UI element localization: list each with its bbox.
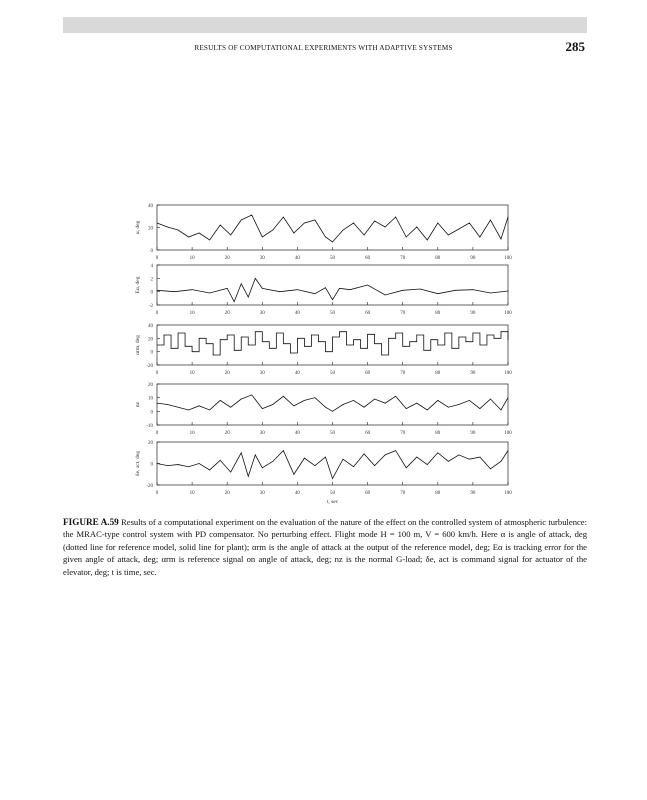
data-point bbox=[157, 345, 158, 346]
data-point bbox=[451, 348, 452, 349]
y-tick-label: 4 bbox=[150, 264, 153, 269]
data-point bbox=[395, 217, 396, 218]
data-point bbox=[174, 291, 175, 292]
data-point bbox=[230, 472, 231, 473]
x-tick-label: 100 bbox=[504, 491, 512, 496]
data-point bbox=[501, 410, 502, 411]
data-point bbox=[406, 237, 407, 238]
data-point bbox=[480, 457, 481, 458]
x-tick-label: 50 bbox=[330, 256, 335, 261]
x-tick-label: 60 bbox=[365, 431, 371, 436]
data-point bbox=[395, 450, 396, 451]
data-point bbox=[385, 455, 386, 456]
data-point bbox=[315, 397, 316, 398]
x-tick-label: 60 bbox=[365, 311, 371, 316]
x-tick-label: 60 bbox=[365, 256, 371, 261]
data-point bbox=[364, 407, 365, 408]
x-tick-label: 70 bbox=[400, 491, 406, 496]
plot-frame bbox=[157, 384, 508, 425]
data-point bbox=[367, 285, 368, 286]
x-tick-label: 40 bbox=[294, 256, 300, 261]
data-point bbox=[251, 215, 252, 216]
data-point bbox=[220, 339, 221, 340]
data-point bbox=[234, 301, 235, 302]
data-point bbox=[437, 345, 438, 346]
data-point bbox=[280, 291, 281, 292]
y-tick-label: 10 bbox=[148, 396, 153, 402]
data-point bbox=[466, 341, 467, 342]
data-point bbox=[209, 293, 210, 294]
data-point bbox=[206, 343, 207, 344]
x-tick-label: 30 bbox=[259, 311, 265, 316]
data-point bbox=[294, 233, 295, 234]
data-point bbox=[473, 333, 474, 334]
data-point bbox=[241, 452, 242, 453]
x-tick-label: 0 bbox=[155, 256, 159, 261]
data-point bbox=[437, 293, 438, 294]
data-point bbox=[343, 230, 344, 231]
x-tick-label: 70 bbox=[400, 371, 406, 376]
data-point bbox=[315, 220, 316, 221]
y-tick-label: 20 bbox=[148, 441, 153, 446]
x-tick-label: 10 bbox=[189, 371, 195, 376]
data-point bbox=[508, 217, 509, 218]
data-point bbox=[501, 331, 502, 332]
x-tick-label: 70 bbox=[400, 256, 406, 261]
x-tick-label: 80 bbox=[435, 311, 441, 316]
data-point bbox=[262, 237, 263, 238]
x-tick-label: 100 bbox=[504, 311, 512, 316]
x-tick-label: 40 bbox=[294, 431, 300, 436]
data-point bbox=[494, 338, 495, 339]
data-point bbox=[444, 333, 445, 334]
data-point bbox=[332, 242, 333, 243]
x-tick-label: 90 bbox=[470, 256, 476, 261]
plot-frame bbox=[157, 205, 508, 250]
data-point bbox=[360, 348, 361, 349]
x-tick-label: 0 bbox=[155, 311, 159, 316]
data-point bbox=[353, 400, 354, 401]
y-tick-label: 0 bbox=[150, 249, 153, 254]
data-point bbox=[339, 288, 340, 289]
data-point bbox=[178, 407, 179, 408]
x-tick-label: 80 bbox=[435, 431, 441, 436]
data-point bbox=[343, 404, 344, 405]
data-point bbox=[167, 404, 168, 405]
data-point bbox=[423, 350, 424, 351]
data-point bbox=[315, 465, 316, 466]
data-point bbox=[157, 290, 158, 291]
data-point bbox=[272, 230, 273, 231]
data-point bbox=[318, 341, 319, 342]
x-tick-label: 50 bbox=[330, 431, 335, 436]
series-line bbox=[157, 332, 508, 355]
y-tick-label: 20 bbox=[148, 226, 153, 232]
x-tick-label: 50 bbox=[330, 311, 335, 316]
data-point bbox=[304, 223, 305, 224]
data-point bbox=[374, 221, 375, 222]
data-point bbox=[455, 290, 456, 291]
data-point bbox=[167, 465, 168, 466]
data-point bbox=[283, 217, 284, 218]
y-tick-label: 0 bbox=[150, 350, 153, 356]
data-point bbox=[350, 289, 351, 290]
data-point bbox=[430, 339, 431, 340]
data-point bbox=[325, 457, 326, 458]
x-tick-label: 80 bbox=[435, 256, 441, 261]
data-point bbox=[374, 465, 375, 466]
y-tick-label: 0 bbox=[150, 290, 153, 296]
x-tick-label: 90 bbox=[470, 431, 476, 436]
data-point bbox=[192, 351, 193, 352]
data-point bbox=[209, 470, 210, 471]
data-point bbox=[353, 223, 354, 224]
data-point bbox=[501, 461, 502, 462]
data-point bbox=[508, 397, 509, 398]
y-tick-label: -20 bbox=[146, 484, 153, 489]
data-point bbox=[437, 223, 438, 224]
data-point bbox=[406, 467, 407, 468]
data-point bbox=[276, 333, 277, 334]
data-point bbox=[469, 400, 470, 401]
data-point bbox=[420, 289, 421, 290]
y-tick-label: 2 bbox=[150, 277, 153, 283]
figure-caption bbox=[63, 516, 587, 578]
data-point bbox=[480, 345, 481, 346]
x-tick-label: 70 bbox=[400, 311, 406, 316]
data-point bbox=[227, 288, 228, 289]
data-point bbox=[416, 335, 417, 336]
page-number: 285 bbox=[565, 39, 585, 54]
data-point bbox=[283, 396, 284, 397]
data-point bbox=[157, 403, 158, 404]
data-point bbox=[213, 355, 214, 356]
data-point bbox=[406, 408, 407, 409]
y-axis-label: α, deg bbox=[135, 220, 141, 235]
series-line bbox=[157, 215, 508, 242]
data-point bbox=[480, 408, 481, 409]
data-point bbox=[199, 233, 200, 234]
data-point bbox=[188, 237, 189, 238]
data-point bbox=[178, 464, 179, 465]
x-tick-label: 30 bbox=[259, 256, 265, 261]
x-tick-label: 70 bbox=[400, 431, 406, 436]
data-point bbox=[459, 229, 460, 230]
x-tick-label: 90 bbox=[470, 371, 476, 376]
data-point bbox=[325, 407, 326, 408]
data-point bbox=[157, 223, 158, 224]
data-point bbox=[427, 410, 428, 411]
data-point bbox=[167, 227, 168, 228]
data-point bbox=[325, 237, 326, 238]
data-point bbox=[227, 335, 228, 336]
x-tick-label: 90 bbox=[470, 311, 476, 316]
data-point bbox=[402, 290, 403, 291]
data-point bbox=[427, 240, 428, 241]
data-point bbox=[459, 404, 460, 405]
data-point bbox=[490, 399, 491, 400]
x-tick-label: 60 bbox=[365, 491, 371, 496]
x-tick-label: 40 bbox=[294, 371, 300, 376]
data-point bbox=[508, 291, 509, 292]
data-point bbox=[385, 295, 386, 296]
x-tick-label: 40 bbox=[294, 491, 300, 496]
data-point bbox=[230, 407, 231, 408]
data-point bbox=[416, 403, 417, 404]
x-tick-label: 50 bbox=[330, 371, 335, 376]
data-point bbox=[459, 455, 460, 456]
x-tick-label: 100 bbox=[504, 431, 512, 436]
x-tick-label: 10 bbox=[189, 491, 195, 496]
data-point bbox=[459, 337, 460, 338]
data-point bbox=[480, 237, 481, 238]
data-point bbox=[448, 235, 449, 236]
data-point bbox=[490, 469, 491, 470]
data-point bbox=[332, 411, 333, 412]
x-tick-label: 0 bbox=[155, 371, 159, 376]
x-tick-label: 10 bbox=[189, 256, 195, 261]
y-tick-label: 20 bbox=[148, 337, 153, 343]
data-point bbox=[283, 450, 284, 451]
data-point bbox=[490, 220, 491, 221]
y-tick-label: 0 bbox=[150, 462, 153, 468]
x-tick-label: 20 bbox=[224, 256, 230, 261]
data-point bbox=[381, 355, 382, 356]
data-point bbox=[416, 457, 417, 458]
data-point bbox=[248, 297, 249, 298]
data-point bbox=[437, 400, 438, 401]
data-point bbox=[199, 406, 200, 407]
data-point bbox=[339, 331, 340, 332]
data-point bbox=[332, 337, 333, 338]
y-tick-label: -10 bbox=[146, 424, 153, 429]
data-point bbox=[230, 235, 231, 236]
data-point bbox=[209, 240, 210, 241]
data-point bbox=[294, 406, 295, 407]
data-point bbox=[294, 474, 295, 475]
y-axis-label: Eα, deg bbox=[135, 276, 141, 294]
x-tick-label: 80 bbox=[435, 491, 441, 496]
x-tick-label: 100 bbox=[504, 371, 512, 376]
data-point bbox=[241, 399, 242, 400]
series-line bbox=[157, 395, 508, 411]
x-tick-label: 80 bbox=[435, 371, 441, 376]
data-point bbox=[325, 351, 326, 352]
data-point bbox=[332, 478, 333, 479]
data-point bbox=[346, 345, 347, 346]
data-point bbox=[448, 461, 449, 462]
data-point bbox=[409, 341, 410, 342]
x-tick-label: 20 bbox=[224, 311, 230, 316]
data-point bbox=[315, 293, 316, 294]
series-line bbox=[157, 451, 508, 479]
data-point bbox=[385, 403, 386, 404]
data-point bbox=[501, 239, 502, 240]
data-point bbox=[188, 466, 189, 467]
data-point bbox=[325, 287, 326, 288]
data-point bbox=[367, 334, 368, 335]
data-point bbox=[255, 455, 256, 456]
x-tick-label: 30 bbox=[259, 491, 265, 496]
data-point bbox=[262, 467, 263, 468]
x-tick-label: 20 bbox=[224, 371, 230, 376]
x-tick-label: 10 bbox=[189, 431, 195, 436]
data-point bbox=[311, 335, 312, 336]
data-point bbox=[248, 476, 249, 477]
data-point bbox=[290, 353, 291, 354]
data-point bbox=[304, 458, 305, 459]
data-point bbox=[402, 346, 403, 347]
data-point bbox=[385, 227, 386, 228]
data-point bbox=[262, 341, 263, 342]
data-point bbox=[448, 407, 449, 408]
data-point bbox=[241, 220, 242, 221]
data-point bbox=[220, 460, 221, 461]
data-point bbox=[388, 338, 389, 339]
data-point bbox=[188, 410, 189, 411]
data-point bbox=[251, 395, 252, 396]
data-point bbox=[157, 463, 158, 464]
data-point bbox=[262, 288, 263, 289]
x-axis-label: t, sec bbox=[326, 499, 339, 505]
data-point bbox=[269, 348, 270, 349]
data-point bbox=[241, 283, 242, 284]
data-point bbox=[395, 333, 396, 334]
data-point bbox=[374, 399, 375, 400]
data-point bbox=[255, 278, 256, 279]
data-point bbox=[427, 464, 428, 465]
running-head: RESULTS OF COMPUTATIONAL EXPERIMENTS WITH ADAPTIVE SYSTEMS bbox=[194, 44, 453, 52]
y-axis-label: αrm, deg bbox=[135, 335, 141, 355]
data-point bbox=[473, 289, 474, 290]
data-point bbox=[487, 335, 488, 336]
data-point bbox=[220, 400, 221, 401]
figure-caption-text: Results of a computational experiment on the evaluation of the nature of the effect on the controlled system of atmospheric turbulence: the MRAC-type control system with PD compensator. No perturbing effect. Flight mode H = 100 m, V = 600 km/h. Here α is angle of attack, deg (dotted line for reference model, solid line for plant); αrm is the angle of attack at the output of the reference model, deg; Eα is tracking error for the given angle of attack, deg; αrm is reference signal on angle of attack, deg; nz is the normal G-load; δe, act is command signal for actuator of the elevator, deg; t is time, sec. bbox=[63, 517, 588, 577]
x-tick-label: 20 bbox=[224, 431, 230, 436]
y-axis-label: δe, act, deg bbox=[135, 451, 141, 476]
x-tick-label: 10 bbox=[189, 311, 195, 316]
data-point bbox=[469, 459, 470, 460]
x-tick-label: 100 bbox=[504, 256, 512, 261]
x-tick-label: 0 bbox=[155, 431, 159, 436]
data-point bbox=[297, 289, 298, 290]
data-point bbox=[262, 408, 263, 409]
data-point bbox=[297, 338, 298, 339]
y-tick-label: -20 bbox=[146, 364, 153, 369]
data-point bbox=[220, 225, 221, 226]
x-tick-label: 40 bbox=[294, 311, 300, 316]
x-tick-label: 90 bbox=[470, 491, 476, 496]
data-point bbox=[364, 235, 365, 236]
data-point bbox=[283, 343, 284, 344]
data-point bbox=[164, 335, 165, 336]
data-point bbox=[272, 404, 273, 405]
data-point bbox=[469, 223, 470, 224]
data-point bbox=[199, 338, 200, 339]
data-point bbox=[395, 396, 396, 397]
data-point bbox=[508, 339, 509, 340]
y-tick-label: -2 bbox=[148, 304, 153, 309]
data-point bbox=[490, 293, 491, 294]
data-point bbox=[178, 230, 179, 231]
data-point bbox=[272, 461, 273, 462]
y-tick-label: 0 bbox=[150, 410, 153, 416]
data-point bbox=[185, 346, 186, 347]
y-tick-label: 20 bbox=[148, 383, 153, 388]
data-point bbox=[178, 333, 179, 334]
x-tick-label: 0 bbox=[155, 491, 159, 496]
data-point bbox=[248, 345, 249, 346]
data-point bbox=[353, 466, 354, 467]
x-tick-label: 30 bbox=[259, 371, 265, 376]
data-point bbox=[374, 343, 375, 344]
figure-label: FIGURE A.59 bbox=[63, 517, 119, 527]
data-point bbox=[192, 289, 193, 290]
x-tick-label: 50 bbox=[330, 491, 335, 496]
data-point bbox=[209, 410, 210, 411]
data-point bbox=[416, 227, 417, 228]
data-point bbox=[508, 450, 509, 451]
data-point bbox=[304, 346, 305, 347]
data-point bbox=[234, 350, 235, 351]
y-tick-label: 40 bbox=[148, 324, 153, 329]
data-point bbox=[241, 337, 242, 338]
y-axis-label: nz bbox=[135, 401, 141, 408]
data-point bbox=[255, 331, 256, 332]
data-point bbox=[199, 463, 200, 464]
x-tick-label: 60 bbox=[365, 371, 371, 376]
data-point bbox=[332, 299, 333, 300]
data-point bbox=[304, 400, 305, 401]
data-point bbox=[364, 453, 365, 454]
data-point bbox=[343, 459, 344, 460]
x-tick-label: 20 bbox=[224, 491, 230, 496]
data-point bbox=[353, 339, 354, 340]
y-tick-label: 40 bbox=[148, 204, 153, 209]
data-point bbox=[171, 348, 172, 349]
data-point bbox=[437, 452, 438, 453]
x-tick-label: 30 bbox=[259, 431, 265, 436]
